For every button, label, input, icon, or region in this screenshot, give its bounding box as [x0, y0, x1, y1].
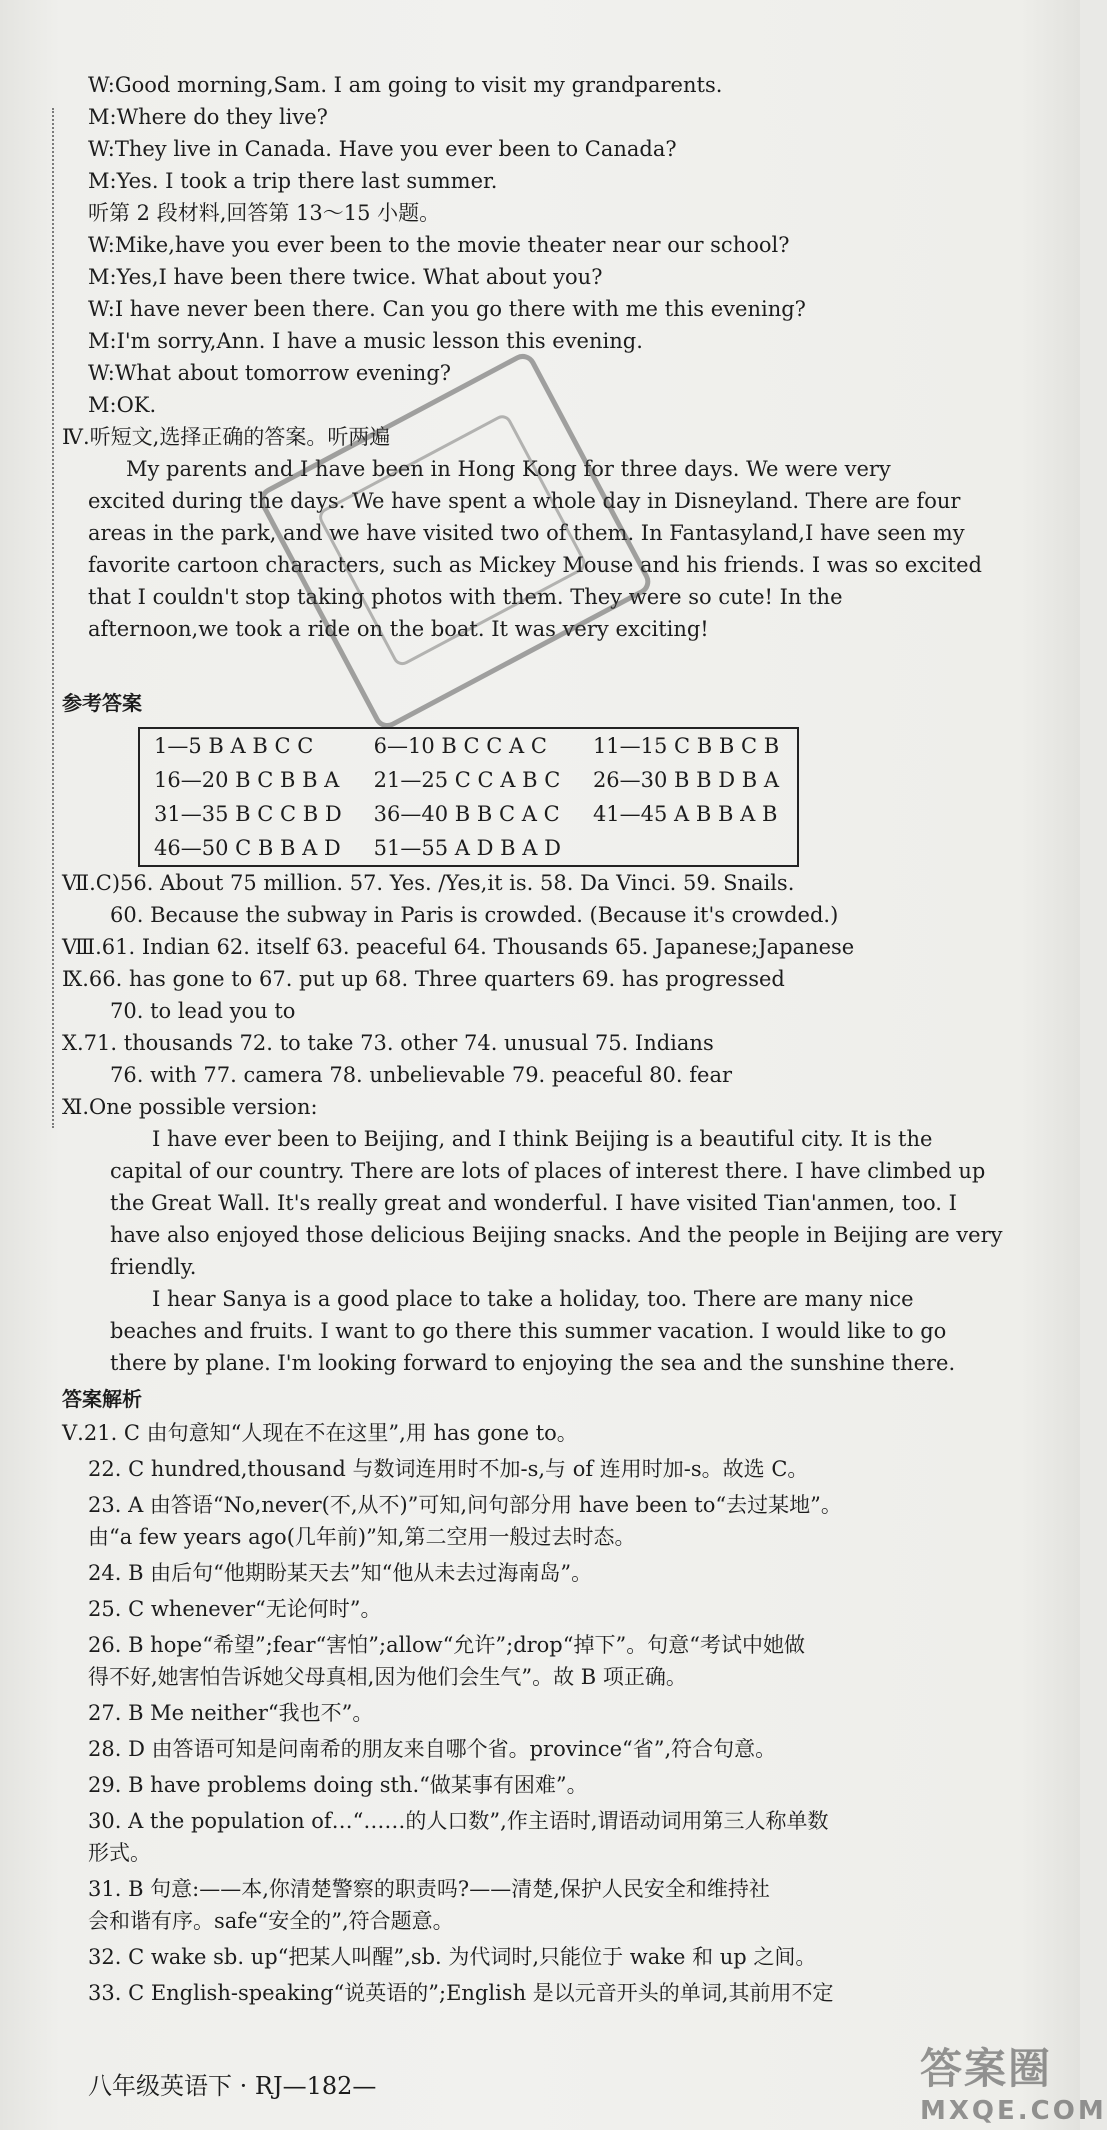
table-row	[139, 831, 798, 866]
explanation-line: 28. D 由答语可知是问南希的朋友来自哪个省。province“省”,符合句意。	[88, 1737, 777, 1761]
transcript-line: W:What about tomorrow evening?	[88, 361, 452, 385]
explanation-line: 29. B have problems doing sth.“做某事有困难”。	[88, 1773, 588, 1797]
section-iv-title: Ⅳ.听短文,选择正确的答案。听两遍	[62, 425, 391, 449]
transcript-line: M:Yes. I took a trip there last summer.	[88, 169, 498, 193]
passage-line: that I couldn't stop taking photos with them. They were so cute! In the	[88, 585, 843, 609]
passage-line: afternoon,we took a ride on the boat. It was very exciting!	[88, 617, 709, 641]
answer-line: 60. Because the subway in Paris is crowded. (Because it's crowded.)	[110, 903, 839, 927]
explanation-line: 26. B hope“希望”;fear“害怕”;allow“允许”;drop“掉下”。句意“考试中她做	[88, 1633, 805, 1657]
essay-line: there by plane. I'm looking forward to enjoying the sea and the sunshine there.	[110, 1351, 956, 1375]
transcript-line: M:I'm sorry,Ann. I have a music lesson this evening.	[88, 329, 643, 353]
passage-line: favorite cartoon characters, such as Mickey Mouse and his friends. I was so excited	[88, 553, 982, 577]
passage-line: excited during the days. We have spent a whole day in Disneyland. There are four	[88, 489, 961, 513]
answer-cell: 1—5 B A B C C	[154, 734, 314, 758]
explanation-line: 33. C English-speaking“说英语的”;English 是以元音开头的单词,其前用不定	[88, 1981, 834, 2005]
approval-stamp	[255, 349, 655, 733]
answer-cell: 36—40 B B C A C	[373, 802, 560, 826]
transcript-line: M:Yes,I have been there twice. What about you?	[88, 265, 603, 289]
transcript-line: W:I have never been there. Can you go there with me this evening?	[88, 297, 806, 321]
table-row	[139, 728, 798, 763]
stamp-inner-frame	[316, 412, 589, 669]
essay-line: capital of our country. There are lots of places of interest there. I have climbed up	[110, 1159, 986, 1183]
answer-cell: 46—50 C B B A D	[154, 836, 341, 860]
answer-cell: 11—15 C B B C B	[592, 734, 780, 758]
transcript-line: 听第 2 段材料,回答第 13～15 小题。	[88, 201, 441, 225]
answer-cell: 21—25 C C A B C	[373, 768, 561, 792]
explanation-line: 27. B Me neither“我也不”。	[88, 1701, 374, 1725]
transcript-line: W:They live in Canada. Have you ever been to Canada?	[88, 137, 677, 161]
explanation-line: 得不好,她害怕告诉她父母真相,因为他们会生气”。故 B 项正确。	[88, 1665, 687, 1689]
essay-line: beaches and fruits. I want to go there this summer vacation. I would like to go	[110, 1319, 947, 1343]
answer-cell: 16—20 B C B B A	[154, 768, 340, 792]
explanation-heading: 答案解析	[62, 1387, 142, 1411]
explanation-line: 31. B 句意:——本,你清楚警察的职责吗?——清楚,保护人民安全和维持社	[88, 1877, 770, 1901]
transcript-line: W:Mike,have you ever been to the movie theater near our school?	[88, 233, 790, 257]
answer-line: 70. to lead you to	[110, 999, 296, 1023]
answer-cell: 51—55 A D B A D	[373, 836, 561, 860]
explanation-line: 25. C whenever“无论何时”。	[88, 1597, 382, 1621]
answer-table	[138, 727, 799, 867]
passage-line: areas in the park, and we have visited two of them. In Fantasyland,I have seen my	[88, 521, 965, 545]
transcript-line: M:OK.	[88, 393, 157, 417]
watermark-text: 答案圈	[920, 2044, 1053, 2093]
answer-line: Ⅸ.66. has gone to 67. put up 68. Three quarters 69. has progressed	[62, 967, 785, 991]
table-row	[139, 763, 798, 797]
answer-cell	[579, 831, 798, 866]
explanation-line: 32. C wake sb. up“把某人叫醒”,sb. 为代词时,只能位于 wake 和 up 之间。	[88, 1945, 817, 1969]
answer-cell: 26—30 B B D B A	[592, 768, 780, 792]
transcript-line: W:Good morning,Sam. I am going to visit my grandparents.	[88, 73, 723, 97]
essay-line: the Great Wall. It's really great and wonderful. I have visited Tian'anmen, too. I	[110, 1191, 957, 1215]
answer-line: Ⅹ.71. thousands 72. to take 73. other 74. unusual 75. Indians	[62, 1031, 714, 1055]
answer-line: Ⅷ.61. Indian 62. itself 63. peaceful 64. Thousands 65. Japanese;Japanese	[62, 935, 855, 959]
explanation-line: Ⅴ.21. C 由句意知“人现在不在这里”,用 has gone to。	[62, 1421, 578, 1445]
explanation-line: 由“a few years ago(几年前)”知,第二空用一般过去时态。	[88, 1525, 636, 1549]
answer-cell: 6—10 B C C A C	[373, 734, 547, 758]
watermark-url: MXQE.COM	[920, 2096, 1107, 2126]
answer-cell: 31—35 B C C B D	[154, 802, 342, 826]
table-row	[139, 797, 798, 831]
passage-line: My parents and I have been in Hong Kong for three days. We were very	[126, 457, 891, 481]
watermark-logo	[920, 2036, 1107, 2126]
essay-line: friendly.	[110, 1255, 197, 1279]
answer-line: Ⅺ.One possible version:	[62, 1095, 318, 1119]
explanation-line: 形式。	[88, 1841, 151, 1865]
explanation-line: 22. C hundred,thousand 与数词连用时不加-s,与 of 连用时加-s。故选 C。	[88, 1457, 809, 1481]
transcript-line: M:Where do they live?	[88, 105, 328, 129]
reference-answers-heading: 参考答案	[62, 691, 142, 715]
essay-line: have also enjoyed those delicious Beijing snacks. And the people in Beijing are very	[110, 1223, 1003, 1247]
explanation-line: 30. A the population of…“……的人口数”,作主语时,谓语动词用第三人称单数	[88, 1809, 829, 1833]
answer-line: 76. with 77. camera 78. unbelievable 79. peaceful 80. fear	[110, 1063, 733, 1087]
margin-dotted-rule	[52, 108, 54, 1128]
answer-cell: 41—45 A B B A B	[592, 802, 778, 826]
explanation-line: 24. B 由后句“他期盼某天去”知“他从未去过海南岛”。	[88, 1561, 593, 1585]
answer-line: Ⅶ.C)56. About 75 million. 57. Yes. /Yes,it is. 58. Da Vinci. 59. Snails.	[62, 871, 795, 895]
explanation-line: 23. A 由答语“No,never(不,从不)”可知,问句部分用 have been to“去过某地”。	[88, 1493, 842, 1517]
essay-line: I hear Sanya is a good place to take a holiday, too. There are many nice	[152, 1287, 914, 1311]
essay-line: I have ever been to Beijing, and I think Beijing is a beautiful city. It is the	[152, 1127, 933, 1151]
page-footer: 八年级英语下 · RJ—182—	[88, 2072, 377, 2100]
explanation-line: 会和谐有序。safe“安全的”,符合题意。	[88, 1909, 454, 1933]
